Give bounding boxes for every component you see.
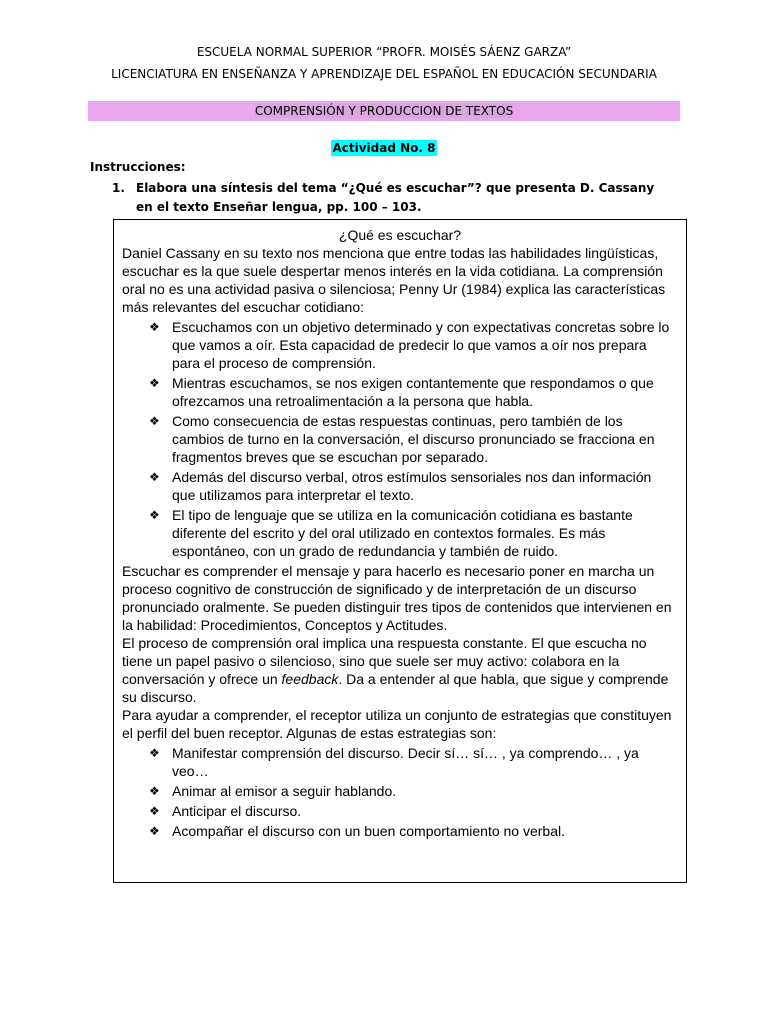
diamond-bullet-icon: ❖ (149, 376, 160, 390)
instructions-label: Instrucciones: (90, 160, 186, 174)
school-name: ESCUELA NORMAL SUPERIOR “PROFR. MOISÉS SÁENZ GARZA” (196, 45, 572, 59)
list-item (122, 506, 678, 560)
degree-name: LICENCIATURA EN ENSEÑANZA Y APRENDIZAJE DEL ESPAÑOL EN EDUCACIÓN SECUNDARIA (111, 67, 657, 81)
paragraph-oral-comprehension (122, 634, 678, 706)
list-item (122, 468, 678, 504)
strategy-text: Acompañar el discurso con un buen comportamiento no verbal. (172, 823, 565, 839)
paragraph-listening: Escuchar es comprender el mensaje y para hacerlo es necesario poner en marcha un proceso cognitivo de construcción de significado y de interpretación de un discurso pronunciado oralmente. Se pueden distinguir tres tipos de contenidos que intervienen en la habilidad: Procedimientos, Conceptos y Actitudes. (122, 563, 672, 633)
synthesis-box (113, 219, 687, 883)
characteristics-list (122, 318, 678, 560)
instruction-item (112, 179, 672, 217)
strategy-text: Manifestar comprensión del discurso. Decir sí… sí… , ya comprendo… , ya veo… (172, 745, 639, 779)
list-item (122, 318, 678, 372)
intro-paragraph: Daniel Cassany en su texto nos menciona que entre todas las habilidades lingüísticas, escuchar es la que suele despertar menos interés en la vida cotidiana. La comprensión oral no es una actividad pasiva o silenciosa; Penny Ur (1984) explica las características más relevantes del escuchar cotidiano: (122, 245, 666, 315)
list-item (122, 744, 678, 780)
feedback-term: feedback (281, 671, 339, 687)
strategy-text: Anticipar el discurso. (172, 803, 302, 819)
characteristic-text: El tipo de lenguaje que se utiliza en la comunicación cotidiana es bastante diferente del escrito y del oral utilizado en contextos formales. Es más espontáneo, con un grado de redundancia y también de ruido. (172, 507, 633, 559)
list-item (122, 374, 678, 410)
diamond-bullet-icon: ❖ (149, 414, 160, 428)
course-title-bar (88, 101, 680, 121)
paragraph-text: El proceso de comprensión oral implica una respuesta constante. El que escucha no tiene un papel pasivo o silencioso, sino que suele ser muy activo: colabora en la conversación y ofrece un (122, 635, 647, 687)
diamond-bullet-icon: ❖ (149, 804, 160, 818)
paragraph-text: . Da a entender al que habla, que sigue y comprende su discurso. (122, 671, 669, 705)
diamond-bullet-icon: ❖ (149, 508, 160, 522)
diamond-bullet-icon: ❖ (149, 470, 160, 484)
activity-label: Actividad No. 8 (332, 141, 436, 155)
strategies-list (122, 744, 678, 840)
diamond-bullet-icon: ❖ (149, 746, 160, 760)
diamond-bullet-icon: ❖ (149, 824, 160, 838)
strategy-text: Animar al emisor a seguir hablando. (172, 783, 397, 799)
paragraph-strategies: Para ayudar a comprender, el receptor utiliza un conjunto de estrategias que constituyen el perfil del buen receptor. Algunas de estas estrategias son: (122, 707, 672, 741)
diamond-bullet-icon: ❖ (149, 320, 160, 334)
list-item (122, 822, 678, 840)
instruction-text: Elabora una síntesis del tema “¿Qué es escuchar”? que presenta D. Cassany en el texto Enseñar lengua, pp. 100 – 103. (136, 181, 655, 214)
characteristic-text: Como consecuencia de estas respuestas continuas, pero también de los cambios de turno en la conversación, el discurso pronunciado se fracciona en fragmentos breves que se escuchan por separado. (172, 413, 655, 465)
course-title: COMPRENSIÓN Y PRODUCCION DE TEXTOS (254, 104, 514, 118)
list-item (122, 782, 678, 800)
list-item (122, 802, 678, 820)
diamond-bullet-icon: ❖ (149, 784, 160, 798)
instruction-number: 1. (112, 181, 125, 195)
characteristic-text: Además del discurso verbal, otros estímulos sensoriales nos dan información que utilizamos para interpretar el texto. (172, 469, 652, 503)
activity-heading (0, 141, 768, 155)
list-item (122, 412, 678, 466)
box-title: ¿Qué es escuchar? (338, 227, 462, 243)
characteristic-text: Mientras escuchamos, se nos exigen contantemente que respondamos o que ofrezcamos una retroalimentación a la persona que habla. (172, 375, 654, 409)
characteristic-text: Escuchamos con un objetivo determinado y con expectativas concretas sobre lo que vamos a oír. Esta capacidad de predecir lo que vamos a oír nos prepara para el proceso de comprensión. (172, 319, 670, 371)
